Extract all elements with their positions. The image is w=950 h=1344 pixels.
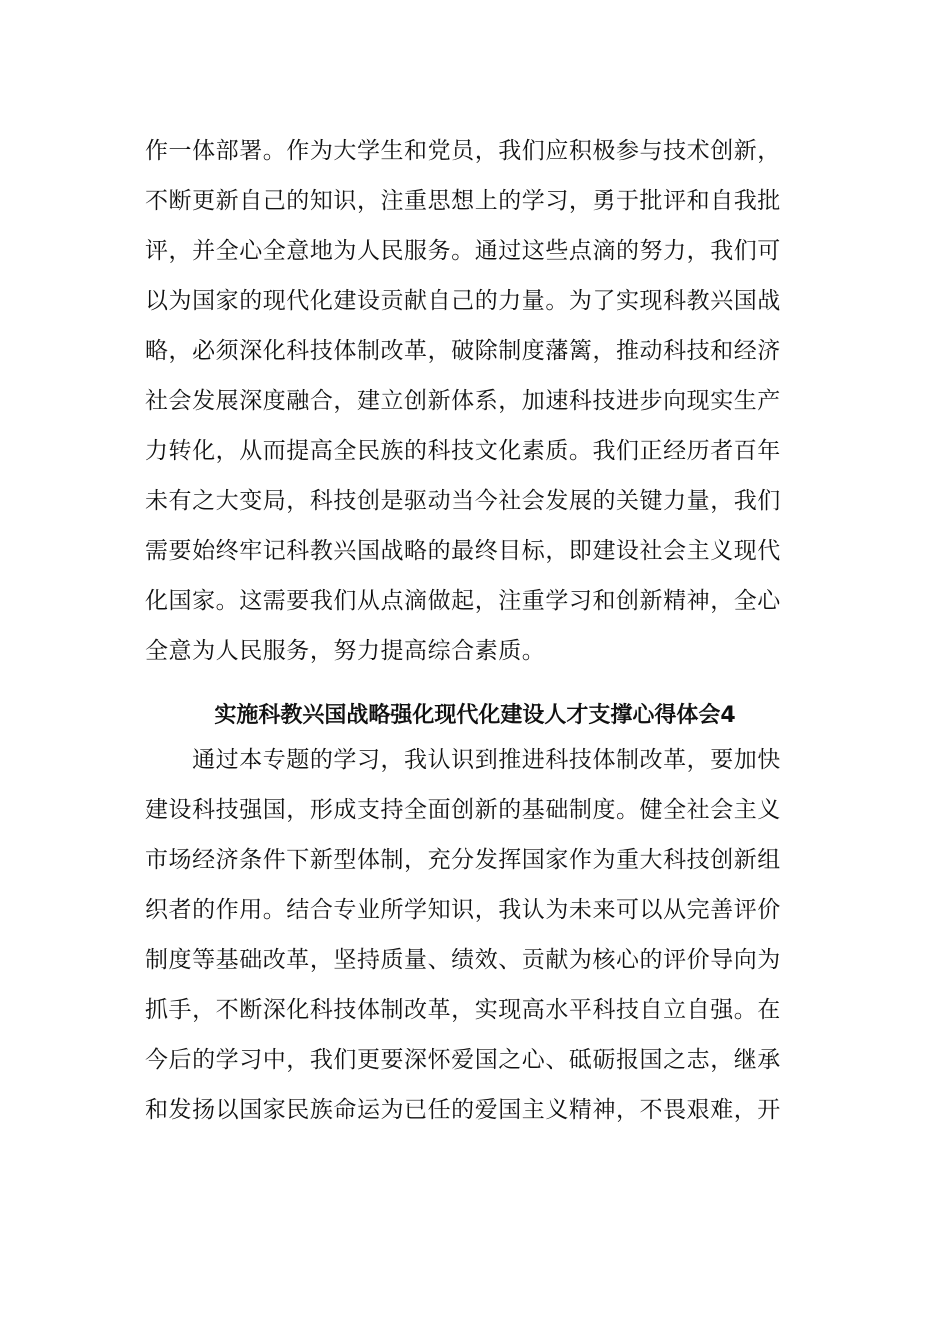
paragraph-line: 以为国家的现代化建设贡献自己的力量。为了实现科教兴国战 xyxy=(145,288,781,314)
paragraph-line: 作一体部署。作为大学生和党员，我们应积极参与技术创新， xyxy=(145,138,781,164)
paragraph-line: 需要始终牢记科教兴国战略的最终目标，即建设社会主义现代 xyxy=(145,538,781,564)
paragraph-line: 未有之大变局，科技创是驱动当今社会发展的关键力量，我们 xyxy=(145,488,781,514)
paragraph-line: 通过本专题的学习，我认识到推进科技体制改革，要加快 xyxy=(145,747,781,773)
paragraph-line: 化国家。这需要我们从点滴做起，注重学习和创新精神，全心 xyxy=(145,588,781,614)
paragraph-line: 织者的作用。结合专业所学知识，我认为未来可以从完善评价 xyxy=(145,897,781,923)
paragraph-2 xyxy=(145,735,805,1135)
paragraph-line: 不断更新自己的知识，注重思想上的学习，勇于批评和自我批 xyxy=(145,188,781,214)
paragraph-line: 市场经济条件下新型体制，充分发挥国家作为重大科技创新组 xyxy=(145,847,781,873)
paragraph-line: 抓手，不断深化科技体制改革，实现高水平科技自立自强。在 xyxy=(145,997,781,1023)
paragraph-line: 今后的学习中，我们更要深怀爱国之心、砥砺报国之志，继承 xyxy=(145,1047,781,1073)
paragraph-line: 略，必须深化科技体制改革，破除制度藩篱，推动科技和经济 xyxy=(145,338,781,364)
paragraph-line: 制度等基础改革，坚持质量、绩效、贡献为核心的评价导向为 xyxy=(145,947,781,973)
section-heading: 实施科教兴国战略强化现代化建设人才支撑心得体会4 xyxy=(214,703,736,728)
paragraph-line: 力转化，从而提高全民族的科技文化素质。我们正经历者百年 xyxy=(145,438,781,464)
paragraph-1 xyxy=(145,126,805,676)
paragraph-line: 全意为人民服务，努力提高综合素质。 xyxy=(145,638,546,664)
paragraph-line: 建设科技强国，形成支持全面创新的基础制度。健全社会主义 xyxy=(145,797,781,823)
paragraph-line: 评，并全心全意地为人民服务。通过这些点滴的努力，我们可 xyxy=(145,238,781,264)
paragraph-line: 和发扬以国家民族命运为已任的爱国主义精神，不畏艰难，开 xyxy=(145,1097,781,1123)
paragraph-line: 社会发展深度融合，建立创新体系，加速科技进步向现实生产 xyxy=(145,388,781,414)
